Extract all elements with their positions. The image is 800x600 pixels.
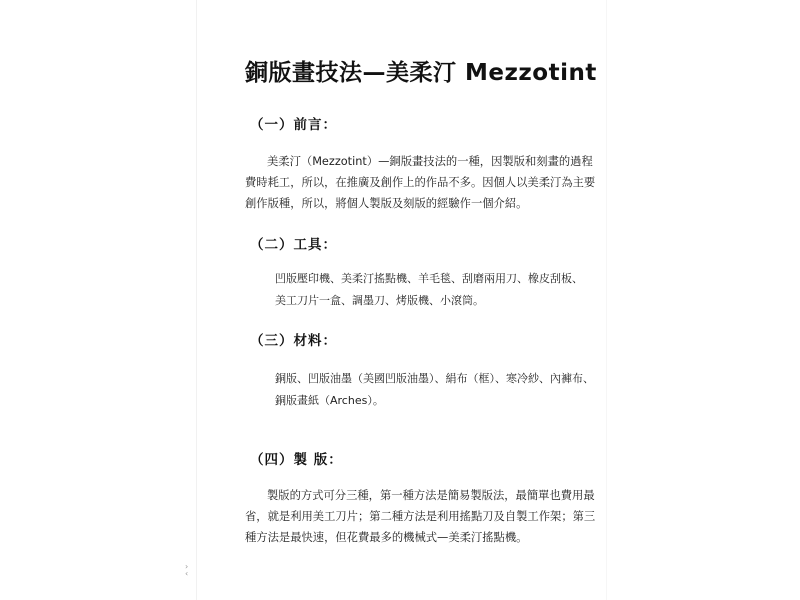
section-materials-list — [275, 368, 594, 412]
section-heading-materials: （三）材料： — [250, 333, 337, 349]
paragraph-line: 費時耗工，所以，在推廣及創作上的作品不多。因個人以美柔汀為主要 — [245, 176, 596, 189]
margin-scan-mark: › ‹ — [185, 562, 189, 578]
page-edge-left — [196, 0, 197, 600]
paragraph-line: 製版的方式可分三種，第一種方法是簡易製版法，最簡單也費用最 — [267, 489, 595, 502]
tools-line: 凹版壓印機、美柔汀搖點機、羊毛毯、刮磨兩用刀、橡皮刮板、 — [275, 272, 583, 285]
paragraph-line: 省，就是利用美工刀片；第二種方法是利用搖點刀及自製工作架；第三 — [245, 510, 596, 523]
paragraph-line: 美柔汀（Mezzotint）—銅版畫技法的一種，因製版和刻畫的過程 — [267, 155, 593, 168]
tools-line: 美工刀片一盒、調墨刀、烤版機、小滾筒。 — [275, 294, 484, 307]
paragraph-line: 種方法是最快速，但花費最多的機械式—美柔汀搖點機。 — [245, 531, 528, 544]
page-edge-right — [606, 0, 607, 600]
paragraph-line: 創作版種，所以，將個人製版及刻版的經驗作一個介紹。 — [245, 197, 528, 210]
section-platemaking-paragraph — [245, 485, 595, 548]
materials-line: 銅版、凹版油墨（美國凹版油墨）、絹布（框）、寒冷紗、內褲布、 — [275, 372, 594, 385]
section-heading-preface: （一）前言： — [250, 117, 337, 133]
document-title: 銅版畫技法—美柔汀 Mezzotint — [245, 60, 597, 86]
materials-line: 銅版畫紙（Arches）。 — [275, 394, 384, 407]
section-preface-paragraph — [245, 151, 595, 214]
section-heading-platemaking: （四）製 版： — [250, 452, 343, 468]
section-heading-tools: （二）工具： — [250, 237, 337, 253]
section-tools-list — [275, 268, 583, 312]
